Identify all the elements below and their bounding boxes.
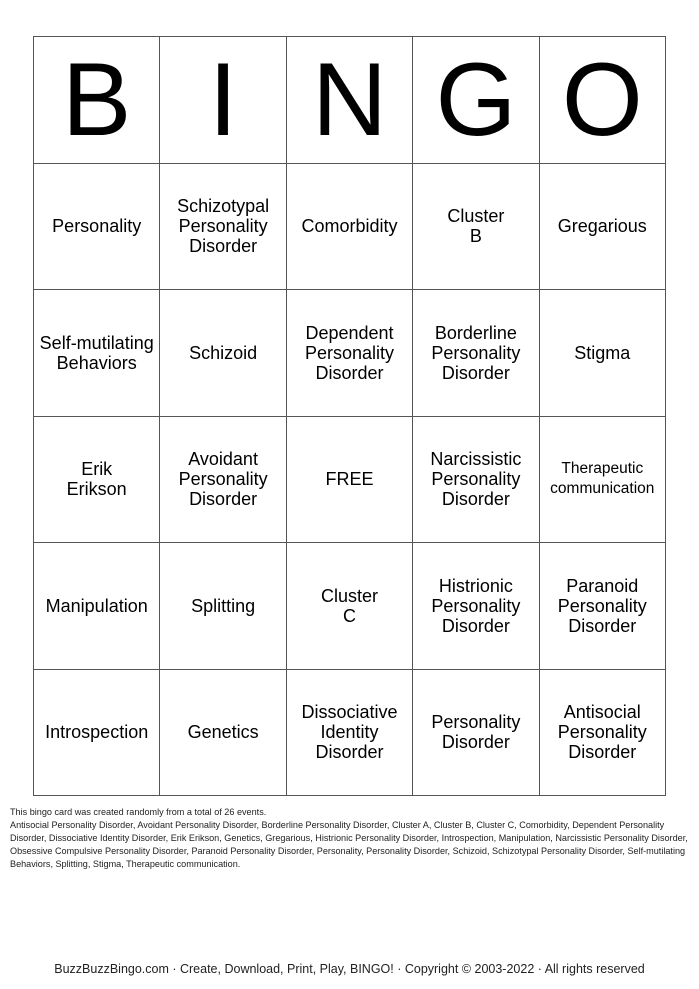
bingo-cell: Dissociative Identity Disorder bbox=[287, 670, 413, 797]
bingo-cell: Cluster B bbox=[413, 164, 539, 291]
header-letter-n: N bbox=[287, 37, 413, 164]
header-letter-o: O bbox=[540, 37, 666, 164]
bingo-cell: Histrionic Personality Disorder bbox=[413, 543, 539, 670]
bingo-card bbox=[33, 36, 666, 796]
bingo-cell: Therapeutic communication bbox=[540, 417, 666, 544]
bingo-cell: Antisocial Personality Disorder bbox=[540, 670, 666, 797]
bingo-cell: Genetics bbox=[160, 670, 286, 797]
note-intro: This bingo card was created randomly from a total of 26 events. bbox=[10, 807, 267, 817]
header-letter-b: B bbox=[34, 37, 160, 164]
bingo-cell: Comorbidity bbox=[287, 164, 413, 291]
bingo-cell: Dependent Personality Disorder bbox=[287, 290, 413, 417]
bingo-cell: Avoidant Personality Disorder bbox=[160, 417, 286, 544]
bingo-cell: Narcissistic Personality Disorder bbox=[413, 417, 539, 544]
bingo-cell: Cluster C bbox=[287, 543, 413, 670]
note-events: Antisocial Personality Disorder, Avoidant Personality Disorder, Borderline Personality Disorder, Cluster A, Cluster B, Cluster C, Comorbidity, Dependent Personality Disorder, Dissociative Identity Disorder, Erik Erikson, Genetics, Gregarious, Histrionic Personality Disorder, Introspection, Manipulation, Narcissistic Personality Disorder, Obsessive Compulsive Personality Disorder, Paranoid Personality Disorder, Personality, Personality Disorder, Schizoid, Schizotypal Personality Disorder, Self-mutilating Behaviors, Splitting, Stigma, Therapeutic communication. bbox=[10, 820, 688, 869]
bingo-cell: Introspection bbox=[34, 670, 160, 797]
bingo-cell: Personality bbox=[34, 164, 160, 291]
bingo-cell: Erik Erikson bbox=[34, 417, 160, 544]
bingo-cell: Gregarious bbox=[540, 164, 666, 291]
header-letter-g: G bbox=[413, 37, 539, 164]
bingo-cell: Borderline Personality Disorder bbox=[413, 290, 539, 417]
event-list-note bbox=[10, 806, 694, 871]
bingo-cell: Self-mutilating Behaviors bbox=[34, 290, 160, 417]
bingo-cell: Splitting bbox=[160, 543, 286, 670]
bingo-cell: Stigma bbox=[540, 290, 666, 417]
bingo-cell: Manipulation bbox=[34, 543, 160, 670]
bingo-cell: Personality Disorder bbox=[413, 670, 539, 797]
copyright-footer: BuzzBuzzBingo.com · Create, Download, Print, Play, BINGO! · Copyright © 2003-2022 · All rights reserved bbox=[54, 962, 645, 976]
bingo-cell: Paranoid Personality Disorder bbox=[540, 543, 666, 670]
free-cell: FREE bbox=[287, 417, 413, 544]
bingo-cell: Schizotypal Personality Disorder bbox=[160, 164, 286, 291]
header-letter-i: I bbox=[160, 37, 286, 164]
bingo-cell: Schizoid bbox=[160, 290, 286, 417]
